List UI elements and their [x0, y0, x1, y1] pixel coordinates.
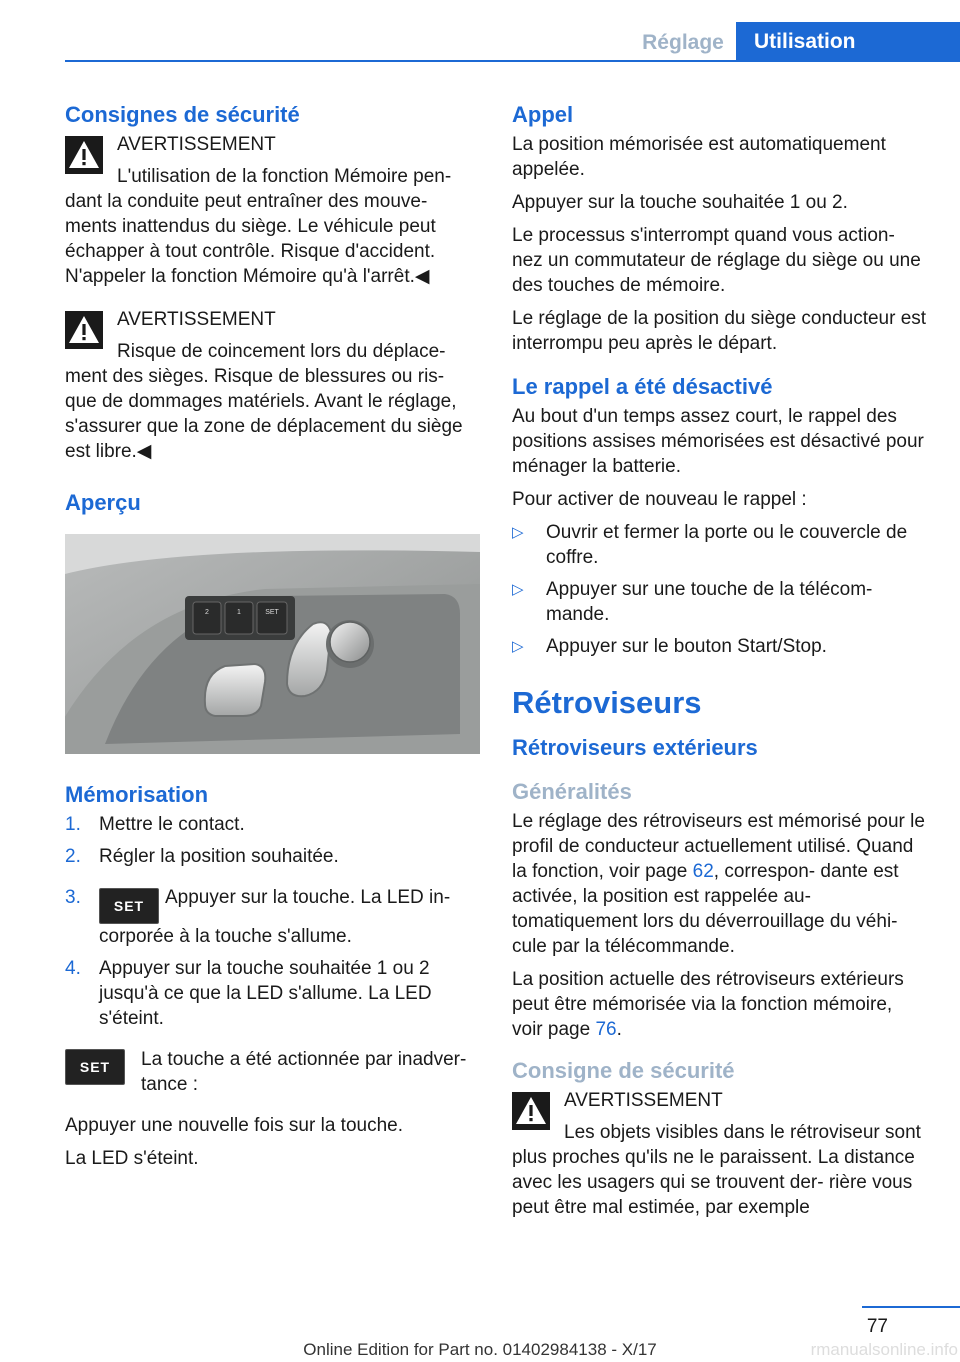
warning-triangle-icon	[512, 1092, 550, 1130]
heading-mirrors: Rétroviseurs	[512, 685, 702, 720]
list-item: 2. Régler la position souhaitée.	[65, 846, 339, 867]
page-number: 77	[866, 1316, 888, 1337]
warning-text: Les objets visibles dans le rétroviseur sont plus proches qu'ils ne le paraissent. La distance avec les usagers qui se trouvent der‐ rière vous peut être mal estimée, par exemple	[512, 1122, 921, 1218]
heading-memorisation: Mémorisation	[65, 782, 209, 807]
warning-title: AVERTISSEMENT	[117, 309, 276, 330]
photo-key-set: SET	[265, 609, 279, 616]
bullet-list	[512, 520, 928, 659]
set-note-text: La touche a été actionnée par inadver‐ tance :	[141, 1049, 467, 1095]
page-link-62[interactable]: 62	[692, 861, 714, 882]
set-note-block	[65, 1047, 480, 1107]
heading-general: Généralités	[512, 779, 632, 804]
photo-key-1: 1	[237, 609, 241, 616]
warning-title: AVERTISSEMENT	[564, 1090, 723, 1111]
warning-triangle-icon	[65, 311, 103, 349]
footer-rule	[862, 1306, 960, 1308]
header-rule	[65, 60, 960, 62]
list-item: 3. SET Appuyer sur la touche. La LED in‐ corporée à la touche s'allume.	[65, 887, 451, 947]
page-link-76[interactable]: 76	[595, 1019, 617, 1040]
heading-safety: Consignes de sécurité	[65, 102, 300, 127]
heading-ext-mirrors: Rétroviseurs extérieurs	[512, 735, 758, 760]
paragraph: Appuyer une nouvelle fois sur la touche.	[65, 1115, 403, 1136]
paragraph: Le réglage des rétroviseurs est mémorisé pour le profil de conducteur actuellement utilisé. Quand la fonction, voir page 62, correspon‐ dante est activée, la position est rappelée au‐ tomatiquement lors du déverrouillage du véhi‐ cule par la télécommande.	[512, 811, 925, 957]
left-column	[65, 100, 480, 1179]
set-key-icon: SET	[99, 888, 159, 924]
heading-recall: Le rappel a été désactivé	[512, 374, 773, 399]
warning-title: AVERTISSEMENT	[117, 134, 276, 155]
warning-block	[65, 307, 480, 464]
triangle-bullet-icon: ▷	[512, 581, 524, 598]
list-item: 4. Appuyer sur la touche souhaitée 1 ou 2 jusqu'à ce que la LED s'allume. La LED s'éteint.	[65, 958, 432, 1029]
paragraph: Appuyer sur la touche souhaitée 1 ou 2.	[512, 192, 848, 213]
triangle-bullet-icon: ▷	[512, 524, 524, 541]
list-item: ▷ Appuyer sur une touche de la télécom‐ mande.	[512, 579, 873, 625]
list-item: ▷ Appuyer sur le bouton Start/Stop.	[512, 636, 827, 657]
heading-overview: Aperçu	[65, 490, 141, 515]
footer-edition: Online Edition for Part no. 01402984138 - X/17	[303, 1340, 657, 1359]
warning-block	[65, 132, 480, 289]
paragraph: Pour activer de nouveau le rappel :	[512, 489, 807, 510]
triangle-bullet-icon: ▷	[512, 638, 524, 655]
warning-text: L'utilisation de la fonction Mémoire pen‐ dant la conduite peut entraîner des mouve‐ ments inattendus du siège. Le véhicule peut échapper à tout contrôle. Risque d'accident. N'appeler la fonction Mémoire qu'à l'arrêt.◀	[65, 166, 452, 287]
right-column	[512, 100, 928, 1230]
warning-text: Risque de coincement lors du déplace‐ ment des sièges. Risque de blessures ou ris‐ que de dommages matériels. Avant le réglage, s'assurer que la zone de déplacement du siège est libre.◀	[65, 341, 463, 462]
tab-utilisation[interactable]: Utilisation	[736, 22, 960, 62]
paragraph: La LED s'éteint.	[65, 1148, 199, 1169]
steps-list	[65, 812, 480, 1031]
heading-call: Appel	[512, 102, 574, 127]
photo-key-2: 2	[205, 609, 209, 616]
tab-reglage[interactable]: Réglage	[642, 31, 724, 54]
warning-block	[512, 1088, 928, 1220]
paragraph: La position mémorisée est automatiquement appelée.	[512, 134, 886, 180]
paragraph: Le réglage de la position du siège conducteur est interrompu peu après le départ.	[512, 308, 927, 354]
heading-safety-note: Consigne de sécurité	[512, 1058, 735, 1083]
paragraph: Au bout d'un temps assez court, le rappel des positions assises mémorisées est désactivé pour ménager la batterie.	[512, 406, 924, 477]
list-item: 1. Mettre le contact.	[65, 814, 245, 835]
paragraph: Le processus s'interrompt quand vous action‐ nez un commutateur de réglage du siège ou une des touches de mémoire.	[512, 225, 921, 296]
paragraph: La position actuelle des rétroviseurs extérieurs peut être mémorisée via la fonction mémoire, voir page 76.	[512, 969, 904, 1040]
list-item: ▷ Ouvrir et fermer la porte ou le couvercle de coffre.	[512, 522, 908, 568]
set-key-icon: SET	[65, 1049, 125, 1085]
warning-triangle-icon	[65, 136, 103, 174]
footer-watermark: rmanualsonline.info	[810, 1340, 958, 1359]
seat-controls-photo	[65, 534, 480, 754]
